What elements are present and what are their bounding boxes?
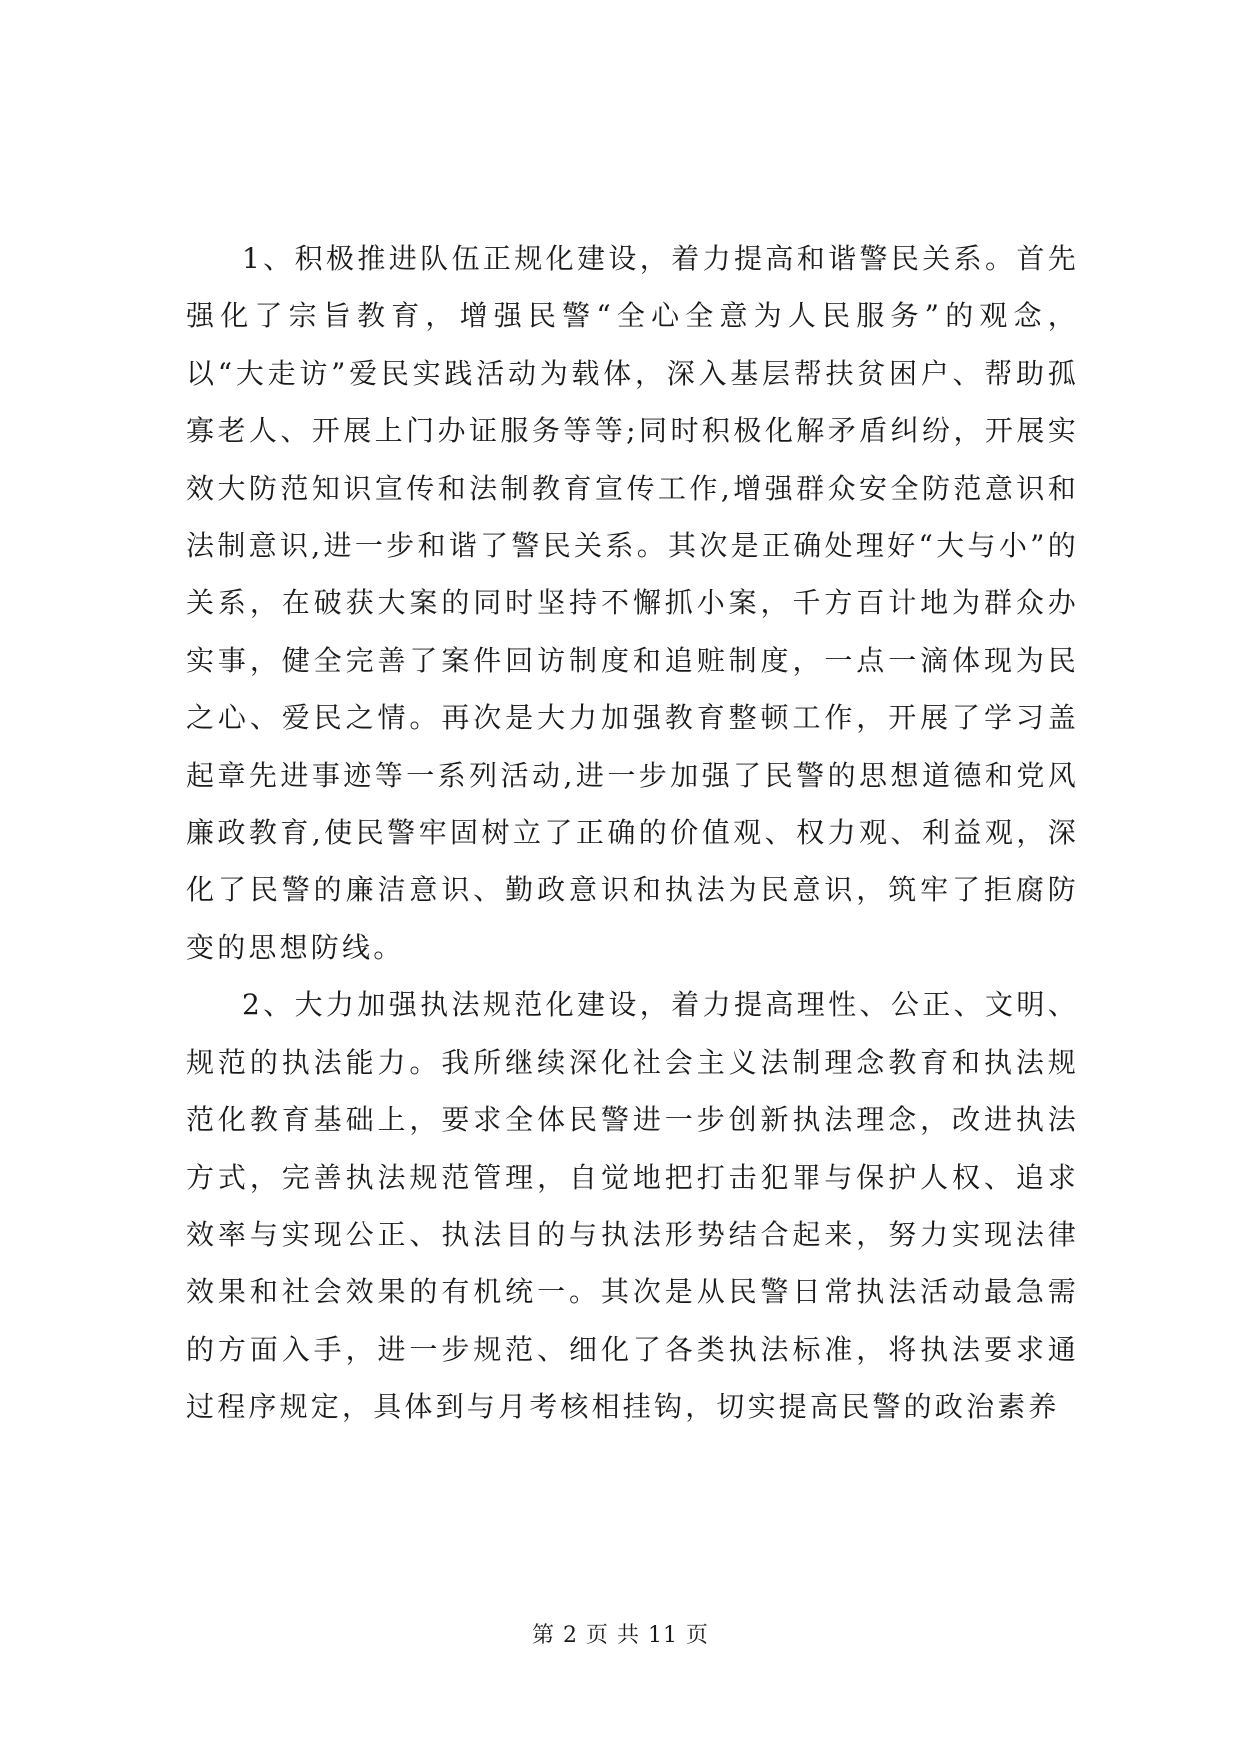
paragraph-2: 2、大力加强执法规范化建设，着力提高理性、公正、文明、规范的执法能力。我所继续深化社会主义法制理念教育和执法规范化教育基础上，要求全体民警进一步创新执法理念，改进执法方式，完善执法规范管理，自觉地把打击犯罪与保护人权、追求效率与实现公正、执法目的与执法形势结合起来，努力实现法律效果和社会效果的有机统一。其次是从民警日常执法活动最急需的方面入手，进一步规范、细化了各类执法标准，将执法要求通过程序规定，具体到与月考核相挂钩，切实提高民警的政治素养 [186, 988, 1079, 1424]
paragraph-1: 1、积极推进队伍正规化建设，着力提高和谐警民关系。首先强化了宗旨教育，增强民警“全心全意为人民服务”的观念，以“大走访”爱民实践活动为载体，深入基层帮扶贫困户、帮助孤寡老人、开展上门办证服务等等;同时积极化解矛盾纠纷，开展实效大防范知识宣传和法制教育宣传工作,增强群众安全防范意识和法制意识,进一步和谐了警民关系。其次是正确处理好“大与小”的关系，在破获大案的同时坚持不懈抓小案，千方百计地为群众办实事，健全完善了案件回访制度和追赃制度，一点一滴体现为民之心、爱民之情。再次是大力加强教育整顿工作，开展了学习盖起章先进事迹等一系列活动,进一步加强了民警的思想道德和党风廉政教育,使民警牢固树立了正确的价值观、权力观、利益观，深化了民警的廉洁意识、勤政意识和执法为民意识，筑牢了拒腐防变的思想防线。 [186, 242, 1079, 964]
document-body [186, 230, 1079, 1436]
page-number-footer: 第 2 页 共 11 页 [532, 1623, 709, 1648]
